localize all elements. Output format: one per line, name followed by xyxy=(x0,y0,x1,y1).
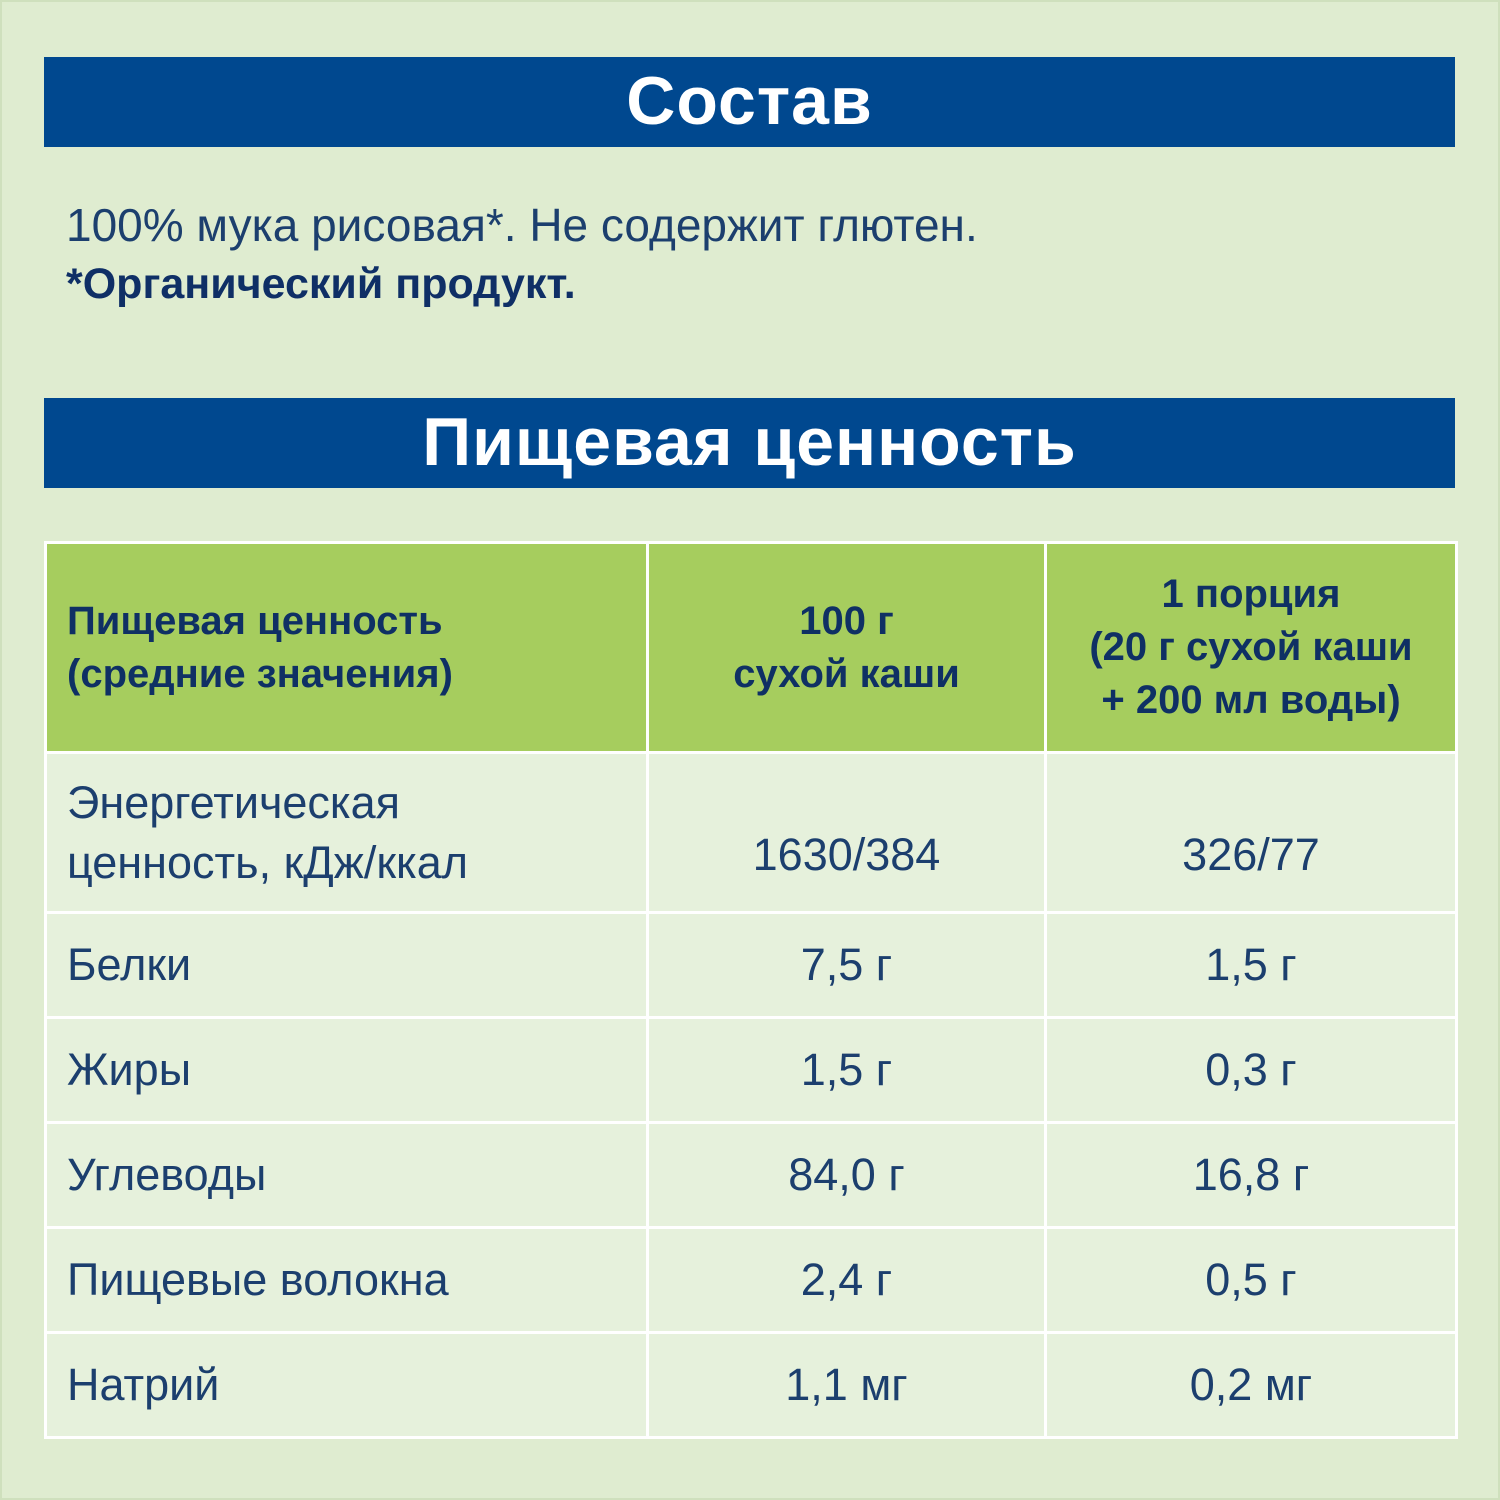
value-per-100g: 1,5 г xyxy=(648,1018,1046,1123)
nutrient-name: Пищевые волокна xyxy=(46,1228,648,1333)
column-header-nutrient: Пищевая ценность (средние значения) xyxy=(46,543,648,753)
table-row xyxy=(46,1018,1457,1123)
organic-note: *Органический продукт. xyxy=(66,260,576,308)
value-per-100g: 7,5 г xyxy=(648,913,1046,1018)
table-row xyxy=(46,1123,1457,1228)
nutrient-name: Жиры xyxy=(46,1018,648,1123)
value-per-portion: 16,8 г xyxy=(1046,1123,1457,1228)
table-header-row xyxy=(46,543,1457,753)
nutrition-banner xyxy=(44,398,1455,488)
value-per-portion: 0,3 г xyxy=(1046,1018,1457,1123)
column-header-per-portion: 1 порция (20 г сухой каши + 200 мл воды) xyxy=(1046,543,1457,753)
nutrient-name: Энергетическая ценность, кДж/ккал xyxy=(46,753,648,913)
composition-section xyxy=(66,196,978,314)
composition-text: 100% мука рисовая*. Не содержит глютен. xyxy=(66,199,978,251)
nutrition-heading: Пищевая ценность xyxy=(422,404,1077,480)
nutrient-name: Натрий xyxy=(46,1333,648,1438)
nutrient-name: Углеводы xyxy=(46,1123,648,1228)
nutrition-table xyxy=(44,541,1458,1439)
column-header-per-100g: 100 г сухой каши xyxy=(648,543,1046,753)
nutrient-name: Белки xyxy=(46,913,648,1018)
value-per-portion: 0,2 мг xyxy=(1046,1333,1457,1438)
composition-banner xyxy=(44,57,1455,147)
table-row xyxy=(46,913,1457,1018)
table-row xyxy=(46,1333,1457,1438)
value-per-portion: 326/77 xyxy=(1046,753,1457,913)
value-per-100g: 1,1 мг xyxy=(648,1333,1046,1438)
table-row xyxy=(46,753,1457,913)
table-row xyxy=(46,1228,1457,1333)
value-per-portion: 0,5 г xyxy=(1046,1228,1457,1333)
value-per-100g: 84,0 г xyxy=(648,1123,1046,1228)
value-per-portion: 1,5 г xyxy=(1046,913,1457,1018)
value-per-100g: 1630/384 xyxy=(648,753,1046,913)
composition-heading: Состав xyxy=(626,63,873,139)
value-per-100g: 2,4 г xyxy=(648,1228,1046,1333)
